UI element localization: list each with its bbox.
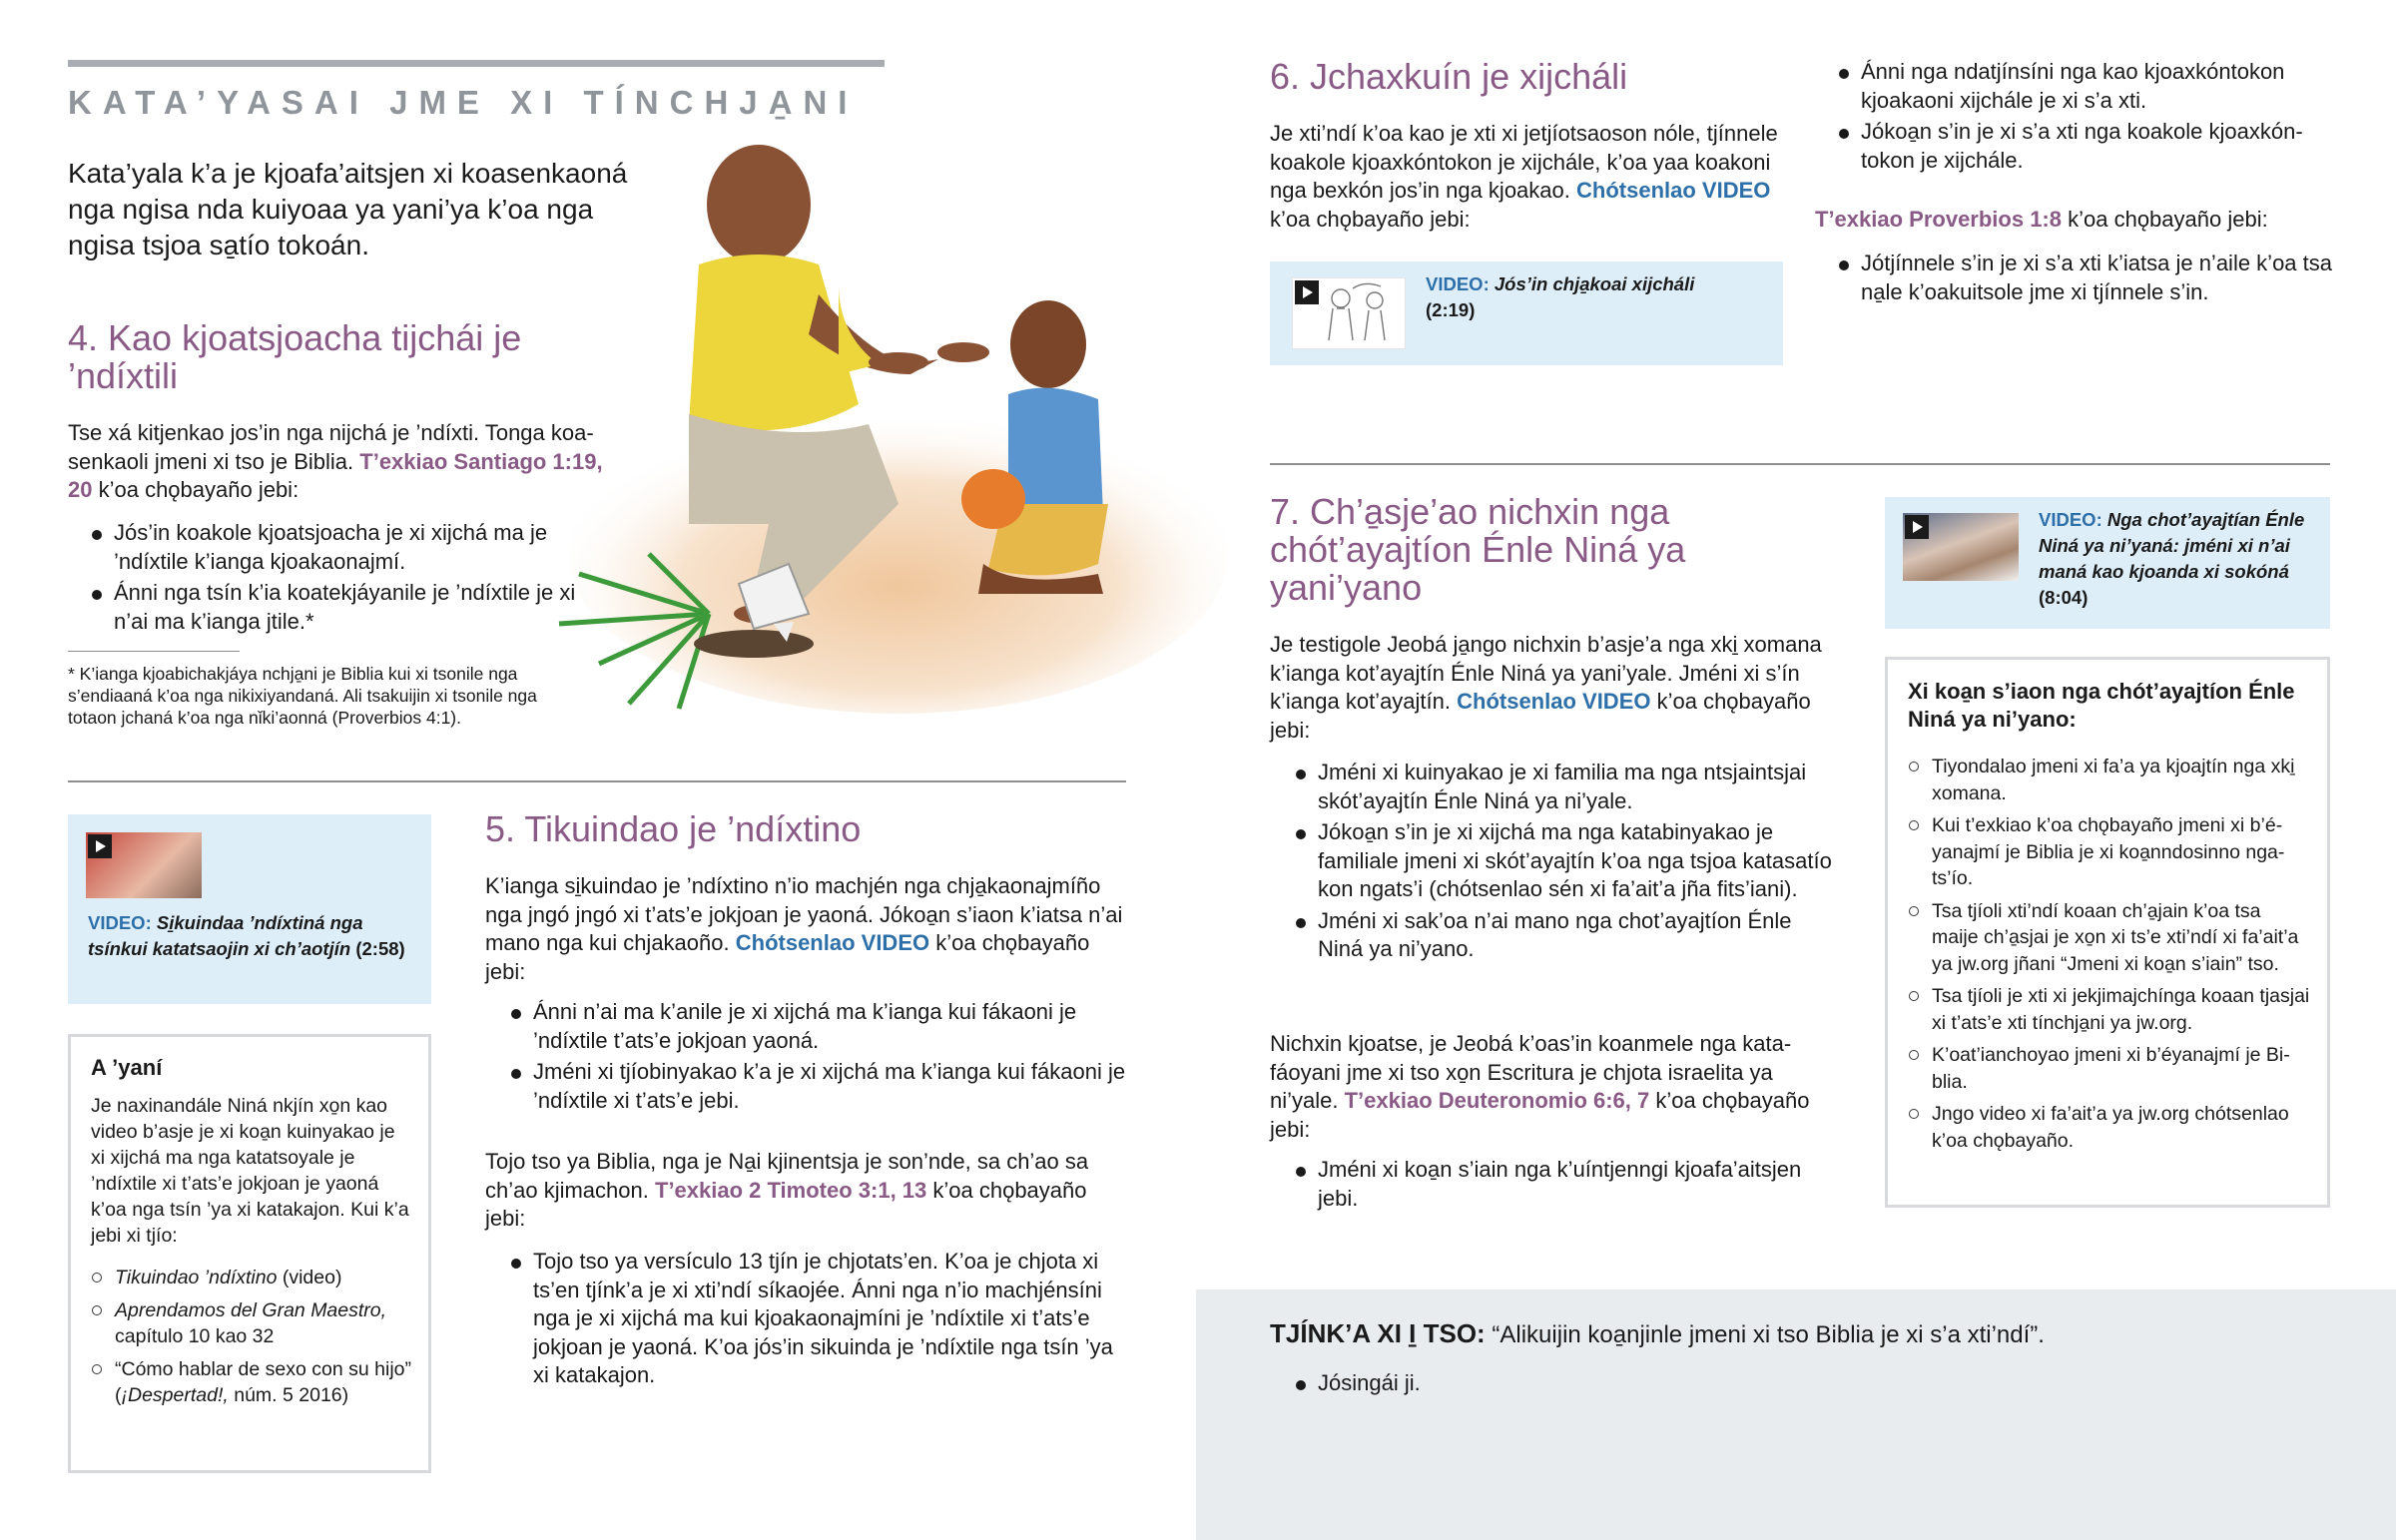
header-rule xyxy=(68,60,885,67)
list-item: Jókoa̱n s’in je xi s’a xti nga koakole kjoaxkóntokon je xijchále. xyxy=(1837,118,2336,175)
resources-body: Je naxinandále Niná nkjín xo̱n kao video b’asje je xi koa̱n kuinyakao je xi xijchá ma nga katatsoyale je ’ndíxtile xi t’ats’e jokjoan je yaoná k’oa nga tsín ’ya xi katakajon. Kui k’a jebi xi tjío: xyxy=(91,1095,409,1247)
page-kicker: KATA’YASAI JME XI TÍNCHJA̱NI xyxy=(68,84,859,121)
video-caption: VIDEO: Nga chot’ayajtían Énle Niná ya ni’yaná: jméni xi n’ai maná kao kjoanda xi sokóná (8:04) xyxy=(2039,509,2305,608)
video-thumbnail[interactable] xyxy=(1903,513,2019,581)
play-icon[interactable] xyxy=(1295,280,1319,304)
summary-label: TJÍNK’A XI I̱ TSO: xyxy=(1270,1318,1486,1348)
intro-text: Kata’yala k’a je kjoafa’aitsjen xi koasenkaoná nga ngisa nda kuiyoaa ya yani’ya k’oa nga ngisa tsjoa sa̱tío tokoán. xyxy=(68,158,628,260)
video-thumbnail[interactable] xyxy=(86,832,202,898)
section-6-title: 6. Jchaxkuín je xijcháli xyxy=(1270,56,1628,97)
section-6-body: Je xti’ndí k’oa kao je xti xi jetjíotsaoson nóle, tjínnele koakole kjoaxkóntokon je xijchále, k’oa yaa koakoni nga bexkón jos’in nga kjoakao. Chótsenlao VIDEO k’oa chǫbayaño jebi: xyxy=(1270,121,1778,232)
section-5-title: 5. Tikuindao je ’ndíxtino xyxy=(485,808,862,849)
watch-video-link[interactable]: Chótsenlao VIDEO xyxy=(1457,689,1651,714)
section-7-body-2: Nichxin kjoatse, je Jeobá k’oas’in koanmele nga katafáoyani jme xi tso xo̱n Escritura je chjota israelita ya ni’yale. T’exkiao Deuteronomio 6:6, 7 k’oa chǫbayaño jebi: xyxy=(1270,1031,1810,1142)
list-item: Tiyondalao jmeni xi fa’a ya kjoajtín nga xki̱ xomana. xyxy=(1908,754,2311,806)
list-item: “Cómo hablar de sexo con su hijo” (¡Despertad!, núm. 5 2016) xyxy=(91,1356,412,1409)
section-6-bullets xyxy=(1837,58,2336,178)
list-item: Tojo tso ya versículo 13 tjín je chjotats’en. K’oa je chjota xi ts’en tjínk’a je xi xti’ndí síkaojée. Ánni nga n’io machjénsíni nga je xi xijchá ma kui kjoakaonajmíni je ’ndíxtile xi t’ats’e jokjoan je yaoná. K’oa jós’in sikuinda je ’ndíxtile nga tsín ’ya xi katakajon. xyxy=(509,1248,1128,1390)
section-5-bullets-2 xyxy=(509,1248,1128,1393)
footnote: * K’ianga kjoabichakjáya nchja̱ni je Biblia kui xi tsonile nga s’endiaaná k’oa nga nikixiyandaná. Ali tsakuijin xi tsonile nga totaon jchaná k’oa nga nǐki’aonná (Proverbios 4:1). xyxy=(68,664,537,728)
list-item: Ánni n’ai ma k’anile je xi xijchá ma k’ianga kui fákaoni je ’ndíxtile t’ats’e jokjoan yaoná. xyxy=(509,998,1128,1055)
video-thumbnail[interactable] xyxy=(1292,277,1406,349)
section-divider xyxy=(68,780,1126,782)
video-caption: VIDEO: Jós’in chja̱koai xijcháli (2:19) xyxy=(1426,273,1695,320)
resources-box xyxy=(68,1034,431,1473)
section-7-bullets-2 xyxy=(1294,1156,1839,1216)
list-item: Aprendamos del Gran Maestro, capítulo 10 kao 32 xyxy=(91,1297,412,1350)
section-4-title: 4. Kao kjoatsjoacha tijchái je ’ndíxtili xyxy=(68,317,522,396)
list-item: Ánni nga tsín k’ia koatekjáyanile je ’ndíxtile je xi n’ai ma k’ianga jtile.* xyxy=(90,579,589,636)
footnote-rule xyxy=(68,651,240,652)
section-4-scripture-link[interactable]: T’exkiao Santiago 1:19, 20 xyxy=(68,448,603,502)
resources-list xyxy=(91,1265,412,1415)
list-item: Ánni nga ndatjínsíni nga kao kjoaxkóntokon kjoakaoni xijchále je xi s’a xti. xyxy=(1837,58,2336,115)
list-item: Tsa tjíoli xti’ndí koaan ch’a̱jain k’oa tsa maije ch’a̱sjai je xo̱n xi ts’e xti’ndí xi fa’ait’a ya jw.org jñani “Jmeni xi koa̱n s’iain” tso. xyxy=(1908,898,2311,978)
play-icon[interactable] xyxy=(88,834,112,858)
list-item: Jméni xi tjíobinyakao k’a je xi xijchá ma k’ianga kui fákaoni je ’ndíxtile xi t’ats’e jebi. xyxy=(509,1058,1128,1115)
section-5-body-1: K’ianga si̱kuindao je ’ndíxtino n’io machjén nga chja̱kaonajmíño nga jngó jngó xi t’ats’e jokjoan je yaoná. Jókoa̱n s’iaon k’iatsa n’ai mano nga kui chjakaoño. Chótsenlao VIDEO k’oa chǫbayaño jebi: xyxy=(485,873,1123,984)
video-caption: VIDEO: Si̱kuindaa ’ndíxtiná nga tsínkui katatsaojin xi ch’aotjín (2:58) xyxy=(88,912,405,959)
section-6-scripture-link[interactable]: T’exkiao Proverbios 1:8 xyxy=(1815,207,2062,232)
summary-text: TJÍNK’A XI I̱ TSO: “Alikuijin koa̱njinle jmeni xi tso Biblia je xi s’a xti’ndí”. xyxy=(1270,1318,2045,1348)
section-5-scripture-link[interactable]: T’exkiao 2 Timoteo 3:1, 13 xyxy=(655,1177,927,1203)
video-card-section-7[interactable] xyxy=(1885,497,2330,629)
section-divider xyxy=(1270,463,2330,465)
list-item: Jókoa̱n s’in je xi xijchá ma nga katabinyakao je familiale jmeni xi skót’ayajtín k’oa nga tsjoa katasatío kon ngats’i (chótsenlao sén xi fa’ait’a jña fits’iani). xyxy=(1294,818,1839,904)
summary-bullets xyxy=(1294,1369,2192,1401)
list-item: Jós’in koakole kjoatsjoacha je xi xijchá ma je ’ndíxtile k’ianga kjoakaonajmí. xyxy=(90,519,589,576)
family-worship-tips-box xyxy=(1885,657,2330,1208)
list-item: Jméni xi koa̱n s’iain nga k’uíntjenngi kjoafa’aitsjen jebi. xyxy=(1294,1156,1839,1213)
play-icon[interactable] xyxy=(1905,515,1929,539)
list-item: Kui t’exkiao k’oa chǫbayaño jmeni xi b’éyanajmí je Biblia je xi koa̱nndosinno ngats’ío. xyxy=(1908,812,2311,892)
list-item: K’oat’ianchoyao jmeni xi b’éyanajmí je Biblia. xyxy=(1908,1042,2311,1095)
section-6-scripture: T’exkiao Proverbios 1:8 k’oa chǫbayaño jebi: xyxy=(1815,207,2268,232)
illustration-father-son xyxy=(539,145,1238,754)
tips-title: Xi koa̱n s’iaon nga chót’ayajtíon Énle Niná ya ni’yano: xyxy=(1908,679,2295,732)
section-6-bullets-2 xyxy=(1837,250,2346,309)
watch-video-link[interactable]: Chótsenlao VIDEO xyxy=(735,930,930,955)
list-item: Jósingái ji. xyxy=(1294,1369,2192,1398)
section-5-body-2: Tojo tso ya Biblia, nga je Na̱i kjinentsja je son’nde, sa ch’ao sa ch’ao kjimachon. T’exkiao 2 Timoteo 3:1, 13 k’oa chǫbayaño jebi: xyxy=(485,1149,1089,1231)
video-card-left[interactable] xyxy=(68,814,431,1004)
list-item: Tikuindao ’ndíxtino (video) xyxy=(91,1265,412,1291)
section-7-bullets-1 xyxy=(1294,759,1839,967)
section-7-body-1: Je testigole Jeobá ja̱ngo nichxin b’asje’a nga xki̱ xomana k’ianga kot’ayajtín Énle Niná ya yani’yale. Jméni xi s’ín k’ianga kot’ayajtín. Chótsenlao VIDEO k’oa chǫbayaño jebi: xyxy=(1270,632,1822,743)
watch-video-link[interactable]: Chótsenlao VIDEO xyxy=(1576,178,1771,203)
tips-list xyxy=(1908,754,2311,1160)
section-4-bullets xyxy=(90,519,589,639)
list-item: Jméni xi sak’oa n’ai mano nga chot’ayajtíon Énle Niná ya ni’yano. xyxy=(1294,907,1839,964)
section-5-bullets-1 xyxy=(509,998,1128,1118)
summary-panel xyxy=(1196,1289,2396,1540)
resources-title: A ’yaní xyxy=(91,1055,163,1080)
video-card-section-6[interactable] xyxy=(1270,261,1783,365)
section-4-body: Tse xá kitjenkao jos’in nga nijchá je ’ndíxti. Tonga koasenkaoli jmeni xi tso je Biblia. T’exkiao Santiago 1:19, 20 k’oa chǫbayaño jebi: xyxy=(68,420,603,502)
section-7-title: 7. Ch’a̱sje’ao nichxin nga chót’ayajtíon Énle Niná ya yani’yano xyxy=(1270,491,1686,608)
section-7-scripture-link[interactable]: T’exkiao Deuteronomio 6:6, 7 xyxy=(1344,1088,1650,1113)
list-item: Jngo video xi fa’ait’a ya jw.org chótsenlao k’oa chǫbayaño. xyxy=(1908,1101,2311,1154)
list-item: Jméni xi kuinyakao je xi familia ma nga ntsjaintsjai skót’ayajtín Énle Niná ya ni’yale. xyxy=(1294,759,1839,815)
list-item: Jótjínnele s’in je xi s’a xti k’iatsa je n’aile k’oa tsa na̱le k’oakuitsole jme xi tjínnele s’in. xyxy=(1837,250,2346,306)
list-item: Tsa tjíoli je xti xi jekjimajchínga koaan tjasjai xi t’ats’e xti tínchja̱ni ya jw.org. xyxy=(1908,983,2311,1036)
